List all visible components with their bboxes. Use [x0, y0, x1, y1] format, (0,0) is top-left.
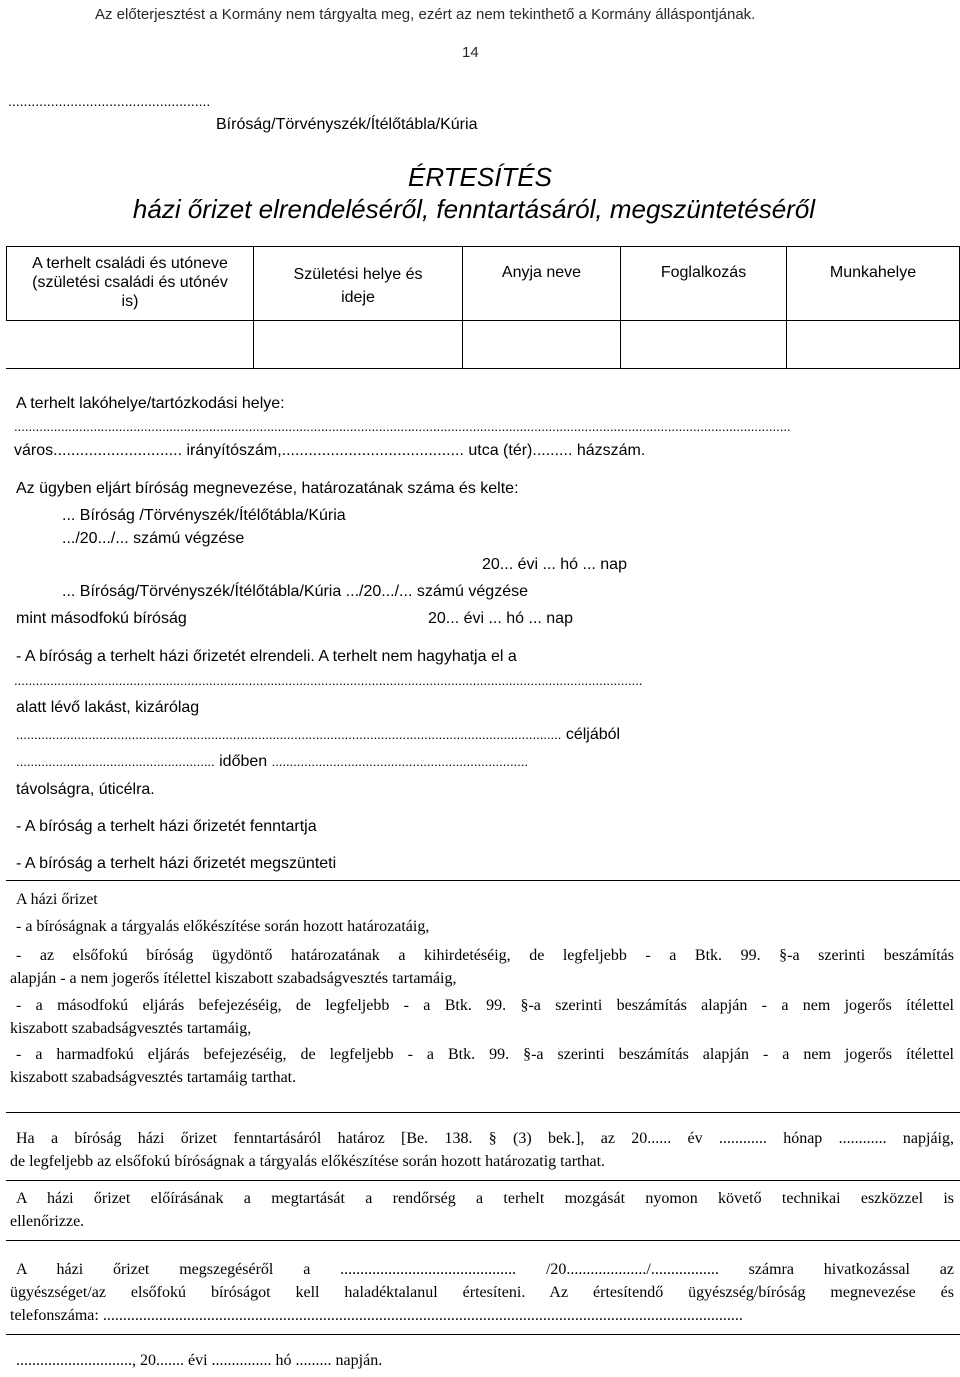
page-number: 14 [462, 44, 479, 61]
court-decision-date1: 20... évi ... hó ... nap [482, 556, 627, 573]
court-name: Bíróság/Törvényszék/Ítélőtábla/Kúria [216, 116, 478, 133]
second-instance-label: mint másodfokú bíróság [16, 610, 187, 627]
purpose-label: céljából [565, 726, 621, 743]
order-distance: távolságra, úticélra. [16, 781, 155, 798]
extension-text: Ha a bíróság házi őrizet fenntartásáról határoz [Be. 138. § (3) bek.], az 20...... év ............ hónap ............ napjáig, de legfeljebb az elsőfokú bíróságnak a tárgyalás előkészítése során hozott határozatig tarthat. [10, 1130, 954, 1170]
duration-item-3: - a másodfokú eljárás befejezéséig, de legfeljebb - a Btk. 99. §-a szerinti beszámítás alapján - a nem jogerős ítélettel kiszabott szabadságvesztés tartamáig, [10, 997, 954, 1037]
court-decision-line4: ... Bíróság/Törvényszék/Ítélőtábla/Kúria .../20.../... számú végzése [62, 583, 528, 600]
duration-item-2: - az elsőfokú bíróság ügydöntő határozatának a kihirdetéséig, de legfeljebb - a Btk. 99. §-a szerinti beszámítás alapján - a nem jogerős ítélettel kiszabott szabadságvesztés tartamáig, [10, 947, 954, 987]
city-label: város [14, 442, 54, 459]
table-border-row [6, 368, 960, 369]
column-header-occupation: Foglalkozás [660, 264, 747, 281]
section-divider-3 [6, 1180, 960, 1181]
order-address-dots: .............................................................................................................................................................................. [14, 673, 643, 688]
residence-label: A terhelt lakóhelye/tartózkodási helye: [16, 395, 285, 412]
duration-heading: A házi őrizet [16, 891, 98, 908]
table-border-left [6, 246, 7, 320]
signature-date: ............................., 20....... évi ............... hó ......... napján. [16, 1352, 383, 1369]
court-dots: .................................................... [8, 93, 211, 109]
column-header-mother: Anyja neve [501, 264, 582, 281]
residence-address-line: város............................. irányítószám,......................................... utca (tér)......... házszám. [14, 442, 646, 459]
order-premises: alatt lévő lakást, kizárólag [16, 699, 200, 716]
table-border-top [6, 246, 960, 247]
section-divider-4 [6, 1240, 960, 1241]
duration-item-4: - a harmadfokú eljárás befejezéséig, de legfeljebb - a Btk. 99. §-a szerinti beszámítás alapján - a nem jogerős ítélettel kiszabott szabadságvesztés tartamáig tarthat. [10, 1046, 954, 1086]
table-border-header [6, 320, 960, 321]
time-label: időben [219, 753, 268, 770]
column-header-birth: Születési helye és ideje [293, 266, 423, 306]
section-divider-1 [6, 880, 960, 881]
section-divider-2 [6, 1112, 960, 1113]
postal-code-label: irányítószám, [186, 442, 282, 459]
court-decision-line2: .../20.../... számú végzése [62, 530, 245, 547]
court-decision-label: Az ügyben eljárt bíróság megnevezése, határozatának száma és kelte: [16, 480, 519, 497]
order-arrest: - A bíróság a terhelt házi őrizetét elrendeli. A terhelt nem hagyhatja el a [16, 648, 517, 665]
order-time-line: ....................................................... időben ....................................................................... [16, 753, 529, 770]
court-decision-line1: ... Bíróság /Törvényszék/Ítélőtábla/Kúria [62, 507, 346, 524]
street-label: utca (tér) [468, 442, 533, 459]
house-number-label: házszám. [576, 442, 646, 459]
document-subtitle: házi őrizet elrendeléséről, fenntartásáról, megszüntetéséről [132, 194, 816, 224]
document-title: ÉRTESÍTÉS [407, 162, 552, 192]
court-decision-date2: 20... évi ... hó ... nap [428, 610, 573, 627]
residence-dots: ....................................................................................................................................................................................................................... [14, 419, 791, 434]
section-divider-5 [6, 1334, 960, 1335]
order-maintains: - A bíróság a terhelt házi őrizetét fenntartja [16, 818, 317, 835]
order-terminates: - A bíróság a terhelt házi őrizetét megszünteti [16, 855, 337, 872]
duration-item-1: - a bíróságnak a tárgyalás előkészítése során hozott határozatáig, [16, 918, 430, 935]
column-header-workplace: Munkahelye [829, 264, 917, 281]
breach-text: A házi őrizet megszegéséről a ............................................ /20..................../................. számra hivatkozással az ügyészséget/az elsőfokú bíróságot kell haladéktalanul értesíteni. Az értesítendő ügyészség/bíróság megnevezése és telefonszáma: ................................................................................................................................................................ [10, 1261, 954, 1324]
monitoring-text: A házi őrizet előírásának a megtartását a rendőrség a terhelt mozgását nyomon követő technikai eszközzel is ellenőrizze. [10, 1190, 954, 1230]
column-header-name: A terhelt családi és utóneve (születési családi és utónév is) [32, 255, 228, 310]
government-notice: Az előterjesztést a Kormány nem tárgyalta meg, ezért az nem tekinthető a Kormány álláspontjának. [95, 6, 756, 23]
order-purpose-line: ....................................................................................................................................................... céljából [16, 726, 621, 743]
